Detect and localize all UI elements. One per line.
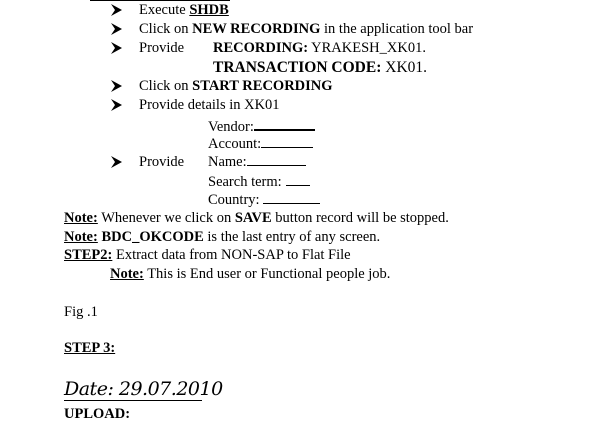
transaction-code: TRANSACTION CODE: XK01. bbox=[213, 59, 428, 76]
field-name: Name: bbox=[208, 153, 306, 171]
step-provide: Provide bbox=[139, 154, 185, 170]
note-bdc-okcode: Note: BDC_OKCODE is the last entry of any screen. bbox=[64, 229, 381, 245]
date-underline bbox=[64, 400, 202, 401]
step-execute-shdb: Execute SHDB bbox=[139, 2, 229, 18]
step-provide-details: Provide details in XK01 bbox=[139, 97, 280, 113]
upload-heading: UPLOAD: bbox=[64, 406, 131, 422]
recording-name: RECORDING: YRAKESH_XK01. bbox=[213, 40, 426, 56]
step-new-recording: Click on NEW RECORDING in the application tool bar bbox=[139, 21, 474, 37]
note-end-user: Note: This is End user or Functional people job. bbox=[110, 266, 391, 282]
field-account: Account: bbox=[208, 135, 313, 153]
field-country: Country: bbox=[208, 191, 320, 209]
arrow-bullet-icon bbox=[111, 42, 122, 54]
field-search-term: Search term: bbox=[208, 173, 310, 191]
step-provide-recording: Provide bbox=[139, 40, 185, 56]
step3-heading: STEP 3: bbox=[64, 340, 116, 356]
arrow-bullet-icon bbox=[111, 156, 122, 168]
date-heading: Date: 29.07.2010 bbox=[64, 378, 223, 400]
field-vendor: Vendor: bbox=[208, 117, 315, 136]
figure-caption: Fig .1 bbox=[64, 304, 98, 320]
arrow-bullet-icon bbox=[111, 4, 122, 16]
note-save: Note: Whenever we click on SAVE button record will be stopped. bbox=[64, 210, 449, 226]
arrow-bullet-icon bbox=[111, 80, 122, 92]
arrow-bullet-icon bbox=[111, 23, 122, 35]
step2-extract: STEP2: Extract data from NON-SAP to Flat File bbox=[64, 247, 351, 263]
arrow-bullet-icon bbox=[111, 99, 122, 111]
step-start-recording: Click on START RECORDING bbox=[139, 78, 333, 94]
